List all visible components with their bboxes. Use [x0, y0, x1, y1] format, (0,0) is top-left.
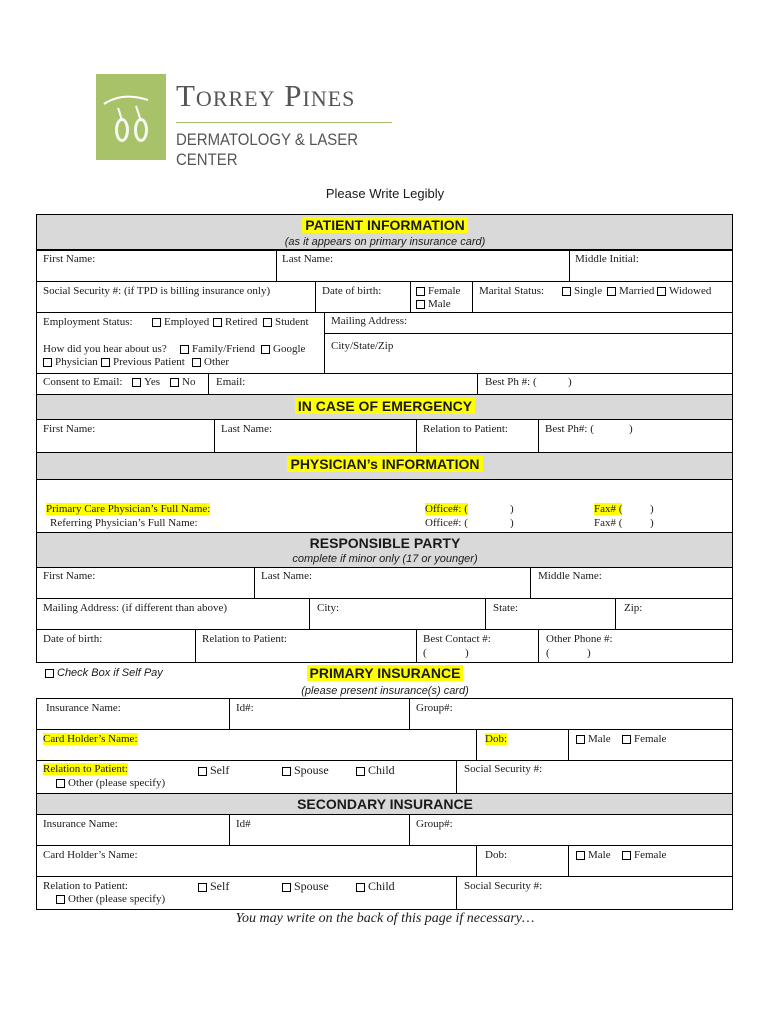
patient-subtitle: (as it appears on primary insurance card)	[284, 236, 486, 248]
checkbox-icon[interactable]	[132, 378, 141, 387]
primary-child-option[interactable]: Child	[356, 763, 395, 778]
patient-employment-label: Employment Status:	[43, 316, 133, 328]
primary-other-option[interactable]: Other (please specify)	[56, 777, 165, 789]
primary-ssn-label: Social Security #:	[464, 763, 543, 775]
responsible-state-label: State:	[493, 602, 519, 614]
emergency-first-name-label: First Name:	[43, 423, 96, 435]
patient-google-option[interactable]: Google	[261, 343, 305, 355]
primary-dob-label: Dob:	[485, 733, 507, 745]
physician-office1-close: )	[510, 503, 514, 515]
checkbox-icon[interactable]	[416, 300, 425, 309]
emergency-bestph-close: )	[629, 423, 633, 435]
secondary-insurance-name-label: Insurance Name:	[43, 818, 118, 830]
primary-title: PRIMARY INSURANCE	[0, 665, 770, 681]
checkbox-icon[interactable]	[180, 345, 189, 354]
responsible-last-name-label: Last Name:	[261, 570, 313, 582]
secondary-relation-label: Relation to Patient:	[43, 880, 128, 892]
responsible-first-name-label: First Name:	[43, 570, 96, 582]
emergency-title: IN CASE OF EMERGENCY	[0, 398, 770, 414]
physician-fax2-close: )	[650, 517, 654, 529]
secondary-spouse-option[interactable]: Spouse	[282, 879, 329, 894]
checkbox-icon[interactable]	[263, 318, 272, 327]
checkbox-icon[interactable]	[152, 318, 161, 327]
physician-referring-label[interactable]: Referring Physician’s Full Name:	[50, 517, 198, 529]
checkbox-icon[interactable]	[198, 767, 207, 776]
patient-married-option[interactable]: Married	[607, 285, 654, 297]
physician-fax2[interactable]: Fax# (	[594, 517, 623, 529]
responsible-middle-name-label: Middle Name:	[538, 570, 602, 582]
checkbox-icon[interactable]	[622, 735, 631, 744]
patient-consent-yes[interactable]: Yes	[132, 376, 160, 388]
checkbox-icon[interactable]	[622, 851, 631, 860]
patient-first-name-label: First Name:	[43, 253, 96, 265]
primary-group-label: Group#:	[416, 702, 453, 714]
patient-consent-label: Consent to Email:	[43, 376, 123, 388]
secondary-cardholder-label: Card Holder’s Name:	[43, 849, 138, 861]
physician-office2-close: )	[510, 517, 514, 529]
patient-middle-initial-label: Middle Initial:	[575, 253, 639, 265]
secondary-group-label: Group#:	[416, 818, 453, 830]
physician-fax1[interactable]: Fax# (	[594, 503, 623, 515]
patient-previous-option[interactable]: Previous Patient	[101, 356, 185, 368]
logo	[96, 74, 396, 169]
patient-hear-label: How did you hear about us?	[43, 343, 167, 355]
logo-subtitle: DERMATOLOGY & LASER CENTER	[176, 130, 359, 169]
primary-self-option[interactable]: Self	[198, 763, 229, 778]
secondary-dob-label: Dob:	[485, 849, 507, 861]
checkbox-icon[interactable]	[170, 378, 179, 387]
emergency-relation-label: Relation to Patient:	[423, 423, 508, 435]
patient-family-option[interactable]: Family/Friend	[180, 343, 255, 355]
checkbox-icon[interactable]	[198, 883, 207, 892]
patient-last-name-label: Last Name:	[282, 253, 334, 265]
secondary-child-option[interactable]: Child	[356, 879, 395, 894]
secondary-male-option[interactable]: Male	[576, 849, 611, 861]
secondary-id-label: Id#	[236, 818, 251, 830]
patient-student-option[interactable]: Student	[263, 316, 309, 328]
patient-consent-no[interactable]: No	[170, 376, 195, 388]
checkbox-icon[interactable]	[43, 358, 52, 367]
responsible-relation-label: Relation to Patient:	[202, 633, 287, 645]
physician-pcp-label[interactable]: Primary Care Physician’s Full Name:	[46, 503, 211, 515]
patient-email-label: Email:	[216, 376, 246, 388]
checkbox-icon[interactable]	[607, 287, 616, 296]
physician-title: PHYSICIAN’s INFORMATION	[0, 456, 770, 472]
self-pay-option[interactable]: Check Box if Self Pay	[45, 667, 163, 679]
checkbox-icon[interactable]	[416, 287, 425, 296]
patient-single-option[interactable]: Single	[562, 285, 602, 297]
responsible-mailing-label: Mailing Address: (if different than above)	[43, 602, 227, 614]
checkbox-icon[interactable]	[56, 779, 65, 788]
responsible-dob-label: Date of birth:	[43, 633, 103, 645]
responsible-otherphone-open: (	[546, 647, 550, 659]
secondary-self-option[interactable]: Self	[198, 879, 229, 894]
patient-ssn-label: Social Security #: (if TPD is billing insurance only)	[43, 285, 271, 297]
patient-title: PATIENT INFORMATION	[0, 217, 770, 233]
patient-female-option[interactable]: Female	[416, 285, 460, 297]
footer-note: You may write on the back of this page if necessary…	[235, 911, 535, 926]
patient-other-option[interactable]: Other	[192, 356, 229, 368]
responsible-subtitle: complete if minor only (17 or younger)	[292, 553, 478, 565]
primary-group-cell[interactable]	[409, 698, 733, 730]
checkbox-icon[interactable]	[657, 287, 666, 296]
primary-cardholder-label: Card Holder’s Name:	[43, 733, 138, 745]
secondary-female-option[interactable]: Female	[622, 849, 666, 861]
physician-fax1-close: )	[650, 503, 654, 515]
primary-id-label: Id#:	[236, 702, 254, 714]
secondary-group-cell[interactable]	[409, 814, 733, 846]
secondary-ssn-label: Social Security #:	[464, 880, 543, 892]
responsible-contact-open: (	[423, 647, 427, 659]
checkbox-icon[interactable]	[101, 358, 110, 367]
please-write-legibly: Please Write Legibly	[325, 186, 445, 201]
patient-bestph-label: Best Ph #: (	[485, 376, 537, 388]
patient-mailing-label: Mailing Address:	[331, 315, 408, 327]
primary-female-option[interactable]: Female	[622, 733, 666, 745]
emergency-bestph-label: Best Ph#: (	[545, 423, 594, 435]
checkbox-icon[interactable]	[192, 358, 201, 367]
secondary-title: SECONDARY INSURANCE	[297, 796, 473, 812]
responsible-zip-label: Zip:	[624, 602, 643, 614]
responsible-title: RESPONSIBLE PARTY	[309, 535, 461, 551]
emergency-last-name-label: Last Name:	[221, 423, 273, 435]
primary-subtitle: (please present insurance(s) card)	[301, 685, 469, 697]
patient-bestph-close: )	[568, 376, 572, 388]
logo-mark-icon	[96, 74, 166, 160]
patient-retired-option[interactable]: Retired	[213, 316, 257, 328]
responsible-otherphone-label: Other Phone #:	[546, 633, 613, 645]
primary-insurance-name-label: Insurance Name:	[46, 702, 121, 714]
patient-employed-option[interactable]: Employed	[152, 316, 209, 328]
secondary-id-cell[interactable]	[229, 814, 410, 846]
physician-office1[interactable]: Office#: (	[425, 503, 468, 515]
physician-office2[interactable]: Office#: (	[425, 517, 468, 529]
checkbox-icon[interactable]	[213, 318, 222, 327]
patient-dob-label: Date of birth:	[322, 285, 382, 297]
logo-rule	[176, 122, 392, 123]
checkbox-icon[interactable]	[56, 895, 65, 904]
primary-id-cell[interactable]	[229, 698, 410, 730]
checkbox-icon[interactable]	[282, 883, 291, 892]
responsible-contact-close: )	[465, 647, 469, 659]
patient-citystatezip-label: City/State/Zip	[331, 340, 394, 352]
primary-relation-label: Relation to Patient:	[43, 763, 128, 775]
primary-spouse-option[interactable]: Spouse	[282, 763, 329, 778]
secondary-other-option[interactable]: Other (please specify)	[56, 893, 165, 905]
checkbox-icon[interactable]	[576, 851, 585, 860]
checkbox-icon[interactable]	[576, 735, 585, 744]
patient-physician-option[interactable]: Physician	[43, 356, 98, 368]
checkbox-icon[interactable]	[282, 767, 291, 776]
checkbox-icon[interactable]	[356, 767, 365, 776]
primary-male-option[interactable]: Male	[576, 733, 611, 745]
patient-widowed-option[interactable]: Widowed	[657, 285, 711, 297]
patient-male-option[interactable]: Male	[416, 298, 451, 310]
checkbox-icon[interactable]	[261, 345, 270, 354]
patient-marital-label: Marital Status:	[479, 285, 545, 297]
logo-name: Torrey Pines	[176, 78, 356, 113]
checkbox-icon[interactable]	[562, 287, 571, 296]
responsible-otherphone-close: )	[587, 647, 591, 659]
patient-email-cell[interactable]	[208, 373, 478, 395]
checkbox-icon[interactable]	[356, 883, 365, 892]
responsible-contact-label: Best Contact #:	[423, 633, 491, 645]
responsible-city-label: City:	[317, 602, 340, 614]
patient-mailing-divider	[324, 333, 733, 334]
